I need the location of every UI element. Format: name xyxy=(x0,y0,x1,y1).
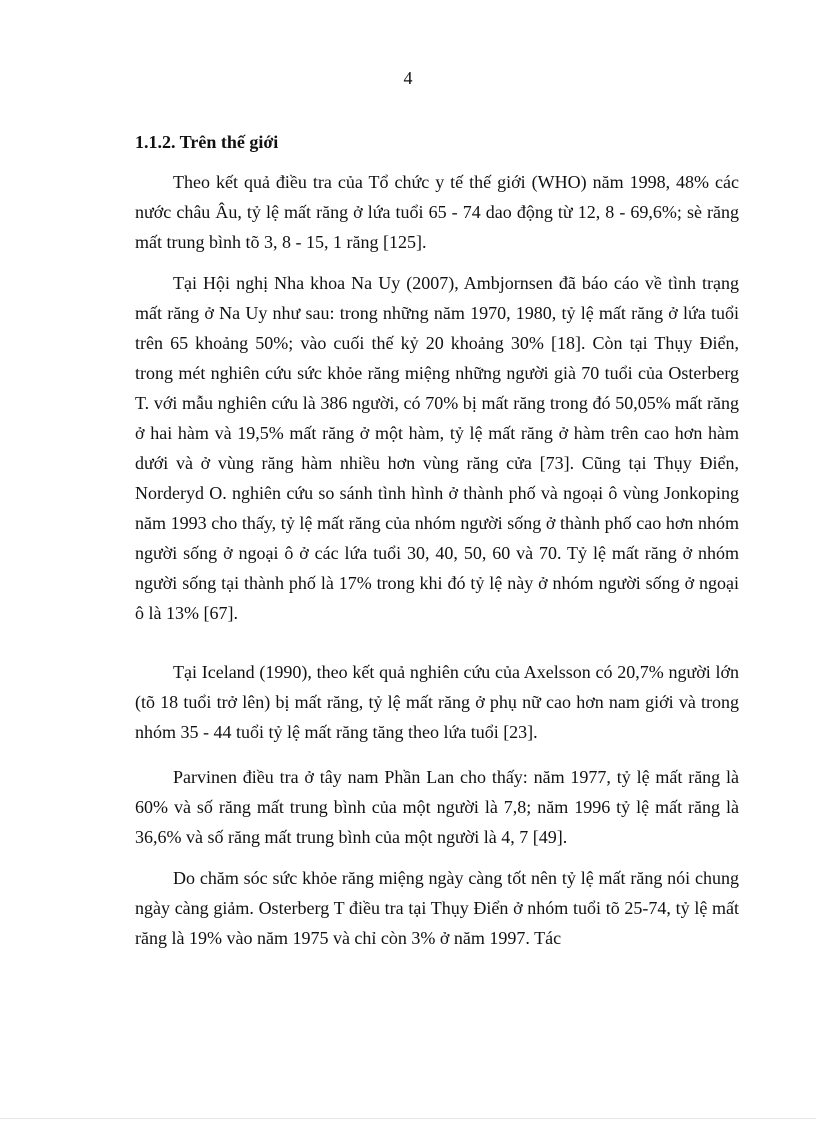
paragraph-text: Parvinen điều tra ở tây nam Phần Lan cho thấy: năm 1977, tỷ lệ mất răng là 60% và số răng mất trung bình của một người là 7,8; năm 1996 tỷ lệ mất răng là 36,6% và số răng mất trung bình của một người là 4, 7 [49]. xyxy=(135,767,739,847)
paragraph-norway-sweden xyxy=(135,268,739,628)
paragraph-text: Theo kết quả điều tra của Tổ chức y tế thế giới (WHO) năm 1998, 48% các nước châu Âu, tỷ lệ mất răng ở lứa tuổi 65 - 74 dao động từ 12, 8 - 69,6%; sè răng mất trung bình tõ 3, 8 - 15, 1 răng [125]. xyxy=(135,172,739,252)
paragraph-text: Tại Hội nghị Nha khoa Na Uy (2007), Ambjornsen đã báo cáo về tình trạng mất răng ở Na Uy như sau: trong những năm 1970, 1980, tỷ lệ mất răng ở lứa tuổi trên 65 khoảng 50%; vào cuối thế kỷ 20 khoảng 30% [18]. Còn tại Thụy Điển, trong mét nghiên cứu sức khỏe răng miệng những người già 70 tuổi của Osterberg T. với mẫu nghiên cứu là 386 người, có 70% bị mất răng trong đó 50,05% mất răng ở hai hàm và 19,5% mất răng ở một hàm, tỷ lệ mất răng ở hàm trên cao hơn hàm dưới và ở vùng răng hàm nhiều hơn vùng răng cửa [73]. Cũng tại Thụy Điển, Norderyd O. nghiên cứu so sánh tình hình ở thành phố và ngoại ô vùng Jonkoping năm 1993 cho thấy, tỷ lệ mất răng của nhóm người sống ở thành phố cao hơn nhóm người sống ở ngoại ô ở các lứa tuổi 30, 40, 50, 60 và 70. Tỷ lệ mất răng ở nhóm người sống tại thành phố là 17% trong khi đó tỷ lệ này ở nhóm người sống ở ngoại ô là 13% [67]. xyxy=(135,273,739,623)
section-heading: 1.1.2. Trên thế giới xyxy=(135,132,279,152)
paragraph-iceland xyxy=(135,657,739,747)
page-bottom-edge xyxy=(0,1118,816,1119)
paragraph-who-europe xyxy=(135,167,739,257)
paragraph-text: Tại Iceland (1990), theo kết quả nghiên cứu của Axelsson có 20,7% người lớn (tõ 18 tuổi trở lên) bị mất răng, tỷ lệ mất răng ở phụ nữ cao hơn nam giới và trong nhóm 35 - 44 tuổi tỷ lệ mất răng tăng theo lứa tuổi [23]. xyxy=(135,662,739,742)
paragraph-finland xyxy=(135,762,739,852)
paragraph-text: Do chăm sóc sức khỏe răng miệng ngày càng tốt nên tỷ lệ mất răng nói chung ngày càng giảm. Osterberg T điều tra tại Thụy Điển ở nhóm tuổi tõ 25-74, tỷ lệ mất răng là 19% vào năm 1975 và chỉ còn 3% ở năm 1997. Tác xyxy=(135,868,739,948)
paragraph-decline xyxy=(135,863,739,953)
page-number: 4 xyxy=(403,68,413,88)
